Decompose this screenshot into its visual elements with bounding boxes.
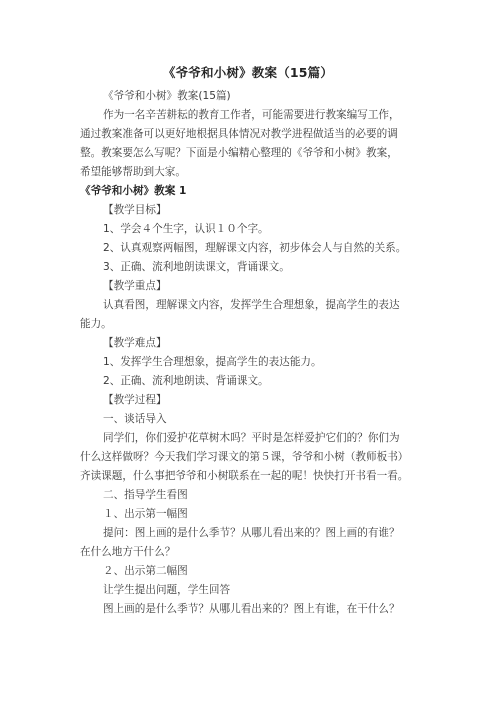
paragraph-line: 同学们，你们爱护花草树木吗？平时是怎样爱护它们的？你们为: [103, 432, 400, 444]
paragraph-line: 提问：图上画的是什么季节？从哪儿看出来的？图上画的有谁？: [103, 527, 400, 539]
paragraph-line: 【教学过程】: [103, 394, 167, 406]
paragraph-line: 【教学目标】: [103, 204, 167, 216]
paragraph-line: 一、谈话导入: [103, 413, 167, 425]
paragraph-line: 图上画的是什么季节？从哪儿看出来的？图上有谁，在干什么？: [103, 603, 400, 615]
paragraph-line: 2、正确、流利地朗读、背诵课文。: [103, 375, 269, 387]
document-title: 《爷爷和小树》教案（15篇）: [162, 65, 334, 80]
paragraph-line: 【教学重点】: [103, 280, 167, 292]
paragraph-line: 希望能够帮助到大家。: [80, 166, 186, 178]
paragraph-line: 认真看图，理解课文内容，发挥学生合理想象，提高学生的表达: [103, 299, 400, 311]
paragraph-line: 让学生提出问题，学生回答: [103, 584, 231, 596]
paragraph-line: 齐读课题，什么事把爷爷和小树联系在一起的呢！快快打开书看一看。: [80, 470, 409, 482]
paragraph-line: 通过教案准备可以更好地根据具体情况对教学进程做适当的必要的调: [80, 128, 398, 140]
section-heading: 《爷爷和小树》教案 1: [80, 185, 187, 197]
paragraph-line: 整。教案要怎么写呢？下面是小编精心整理的《爷爷和小树》教案，: [80, 147, 398, 159]
paragraph-line: 1、发挥学生合理想象，提高学生的表达能力。: [103, 356, 322, 368]
paragraph-line: ２、出示第二幅图: [103, 565, 188, 577]
paragraph-line: 《爷爷和小树》教案(15篇): [103, 90, 231, 102]
paragraph-line: 2、认真观察两幅图，理解课文内容，初步体会人与自然的关系。: [103, 242, 407, 254]
paragraph-line: 【教学难点】: [103, 337, 167, 349]
paragraph-line: 什么这样做呀？今天我们学习课文的第５课，爷爷和小树（教师板书）: [80, 451, 409, 463]
paragraph-line: 3、正确、流利地朗读课文，背诵课文。: [103, 261, 290, 273]
paragraph-line: 1、学会４个生字，认识１０个字。: [103, 223, 269, 235]
paragraph-line: 作为一名辛苦耕耘的教育工作者，可能需要进行教案编写工作，: [103, 109, 400, 121]
paragraph-line: 二、指导学生看图: [103, 489, 188, 501]
paragraph-line: １、出示第一幅图: [103, 508, 188, 520]
paragraph-line: 在什么地方干什么？: [80, 546, 176, 558]
paragraph-line: 能力。: [80, 318, 112, 330]
